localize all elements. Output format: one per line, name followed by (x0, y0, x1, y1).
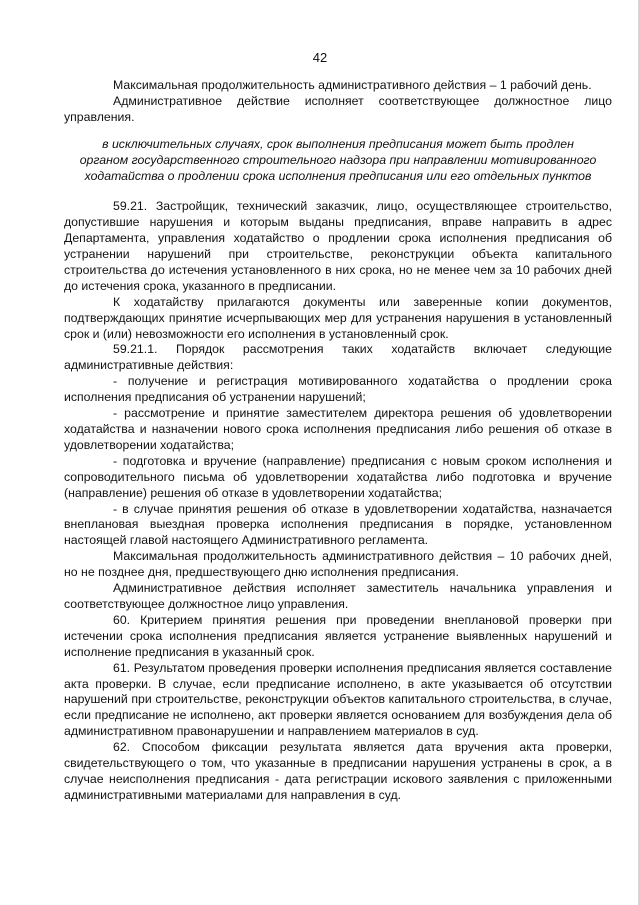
paragraph-duration-10-days: Максимальная продолжительность административного действия – 10 рабочих дней, но не позднее дня, предшествующего дню исполнения предписания. (64, 549, 612, 580)
list-item-refusal-inspection: - в случае принятия решения об отказе в удовлетворении ходатайства, назначается внеплановая выездная проверка исполнения предписания в порядке, установленном настоящей главой настоящего Административного регламента. (64, 501, 612, 548)
paragraph-62-fixation: 62. Способом фиксации результата является дата вручения акта проверки, свидетельствующего о том, что указанные в предписании нарушения устранены в срок, а в случае неисполнения предписания - дата регистрации искового заявления с приложенными административными материалами для направления в суд. (64, 740, 612, 802)
list-item-review-decision: - рассмотрение и принятие заместителем директора решения об удовлетворении ходатайства и назначении нового срока исполнения предписания либо решения об отказе в удовлетворении ходатайства; (64, 406, 612, 452)
italic-extension-note: в исключительных случаях, срок выполнения предписания может быть продлен органом государственного строительного надзора при направлении мотивированного ходатайства о продлении срока исполнения предписания или его отдельных пунктов (79, 136, 597, 184)
document-body (64, 78, 612, 804)
paragraph-59-21-1: 59.21.1. Порядок рассмотрения таких ходатайств включает следующие административные действия: (64, 342, 612, 373)
paragraph-61-result: 61. Результатом проведения проверки исполнения предписания является составление акта проверки. В случае, если предписание исполнено, в акте указывается об отсутствии нарушений при строительстве, реконструкции объектов капитального строительства, в случае, если предписание не исполнено, акт проверки является основанием для возбуждения дела об административном правонарушении и направлением материалов в суд. (64, 660, 612, 739)
paragraph-deputy-executor: Административное действия исполняет заместитель начальника управления и соответствующее должностное лицо управления. (64, 581, 612, 611)
paragraph-attached-documents: К ходатайству прилагаются документы или заверенные копии документов, подтверждающих принятие исчерпывающих мер для устранения нарушения в установленный срок и (или) невозможности его исполнения в установленный срок. (64, 294, 612, 341)
list-item-preparation-delivery: - подготовка и вручение (направление) предписания с новым сроком исполнения и сопроводительного письма об удовлетворении ходатайства либо подготовка и вручение (направление) решения об отказе в удовлетворении ходатайства; (64, 453, 612, 500)
paragraph-59-21: 59.21. Застройщик, технический заказчик, лицо, осуществляющее строительство, допустившие нарушения и которым выданы предписания, вправе направить в адрес Департамента, управления ходатайство о продлении срока исполнения предписания об устранении нарушений при строительстве, реконструкции объекта капитального строительства до истечения установленного в них срока, но не менее чем за 10 рабочих дней до истечения срока, указанного в предписании. (64, 199, 612, 293)
paragraph-duration-1-day: Максимальная продолжительность административного действия – 1 рабочий день. (113, 78, 592, 92)
list-item-registration: - получение и регистрация мотивированного ходатайства о продлении срока исполнения предписания об устранении нарушений; (64, 374, 612, 405)
paragraph-60-criterion: 60. Критерием принятия решения при проведении внеплановой проверки при истечении срока исполнения предписания является устранение выявленных нарушений и исполнение предписания в указанный срок. (64, 612, 612, 659)
paragraph-executor-official: Административное действие исполняет соответствующее должностное лицо управления. (64, 93, 612, 124)
page-number: 42 (312, 50, 328, 65)
